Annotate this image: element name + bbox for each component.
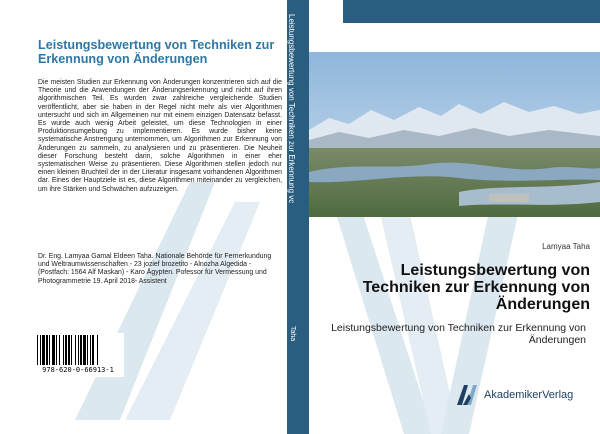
av-logo-icon bbox=[457, 385, 481, 405]
publisher-name bbox=[484, 389, 573, 401]
front-cover bbox=[309, 0, 600, 434]
barcode-bar bbox=[97, 335, 98, 365]
barcode-bar bbox=[83, 335, 86, 365]
barcode-bar bbox=[65, 335, 67, 365]
isbn-number: 978-620-0-66913-1 bbox=[42, 366, 114, 374]
publisher-name-part2: Verlag bbox=[542, 389, 574, 401]
publisher-logo bbox=[457, 383, 597, 407]
barcode-bar bbox=[37, 335, 38, 365]
barcode-bar bbox=[68, 335, 70, 365]
back-cover bbox=[30, 12, 285, 420]
barcode-bar bbox=[42, 335, 45, 365]
front-cover-title: Leistungsbewertung von Techniken zur Erkennung von Änderungen bbox=[362, 262, 590, 313]
landscape-photo bbox=[309, 52, 600, 217]
front-cover-top-bar bbox=[343, 0, 600, 23]
spine-title: Leistungsbewertung von Techniken zur Erkennung vc bbox=[287, 14, 296, 204]
author-bio: Dr. Eng. Lamyaa Gamal Eldeen Taha. Nationale Behörde für Fernerkundung und Weltraumwissenschaften - 23 jozief brozetito - Alnozha Algedida - (Postfach: 1564 Alf Maskan) - Karo Ägypten. Pofessor für Vermessung und Photogrammetrie 19. April 2018- Assistent bbox=[38, 253, 272, 285]
barcode-bar bbox=[80, 335, 82, 365]
barcode-bar bbox=[49, 335, 50, 365]
front-cover-subtitle: Leistungsbewertung von Techniken zur Erkennung von Änderungen bbox=[331, 322, 586, 346]
barcode-icon bbox=[36, 335, 120, 365]
barcode-bar bbox=[56, 335, 57, 365]
barcode-bar bbox=[59, 335, 60, 365]
barcode-bar bbox=[78, 335, 79, 365]
barcode-bar bbox=[40, 335, 41, 365]
barcode-bar bbox=[87, 335, 88, 365]
back-cover-title: Leistungsbewertung von Techniken zur Erkennung von Änderungen bbox=[38, 38, 275, 66]
barcode-bar bbox=[90, 335, 91, 365]
barcode-bar bbox=[46, 335, 48, 365]
barcode-bar bbox=[92, 335, 94, 365]
barcode-bar bbox=[75, 335, 76, 365]
publisher-name-part1: Akademiker bbox=[484, 389, 543, 401]
barcode-bar bbox=[71, 335, 72, 365]
back-cover-blurb: Die meisten Studien zur Erkennung von Änderungen konzentrieren sich auf die Theorie und die Anwendungen der Änderungserkennung und nicht auf ihren algorithmischen Teil. Es wurden zwar zahlreiche vergleichende Studien veröffentlicht, aber sie haben in der Regel nicht mehr als vier Algorithmen untersucht und sich im Allgemeinen nur mit einem einzigen Datensatz befasst. Es wurde auch wenig Arbeit geleistet, um diese Technologien in einer Produktionsumgebung zu implementieren. Es wurde bisher keine systematische Anstrengung unternommen, um Algorithmen zur Erkennung von Änderungen zu sammeln, zu analysieren und zu präsentieren. Die Neuheit dieser Forschung besteht darin, solche Algorithmen in einer eher systematischen Weise zu präsentieren. Diese Algorithmen stellen jedoch nur einen kleinen Bruchteil der in der Literatur insgesamt vorhandenen Algorithmen dar. Eines der Hauptziele ist es, diese Algorithmen miteinander zu vergleichen, um ihre Stärken und Schwächen aufzuzeigen. bbox=[38, 79, 282, 193]
barcode-area bbox=[32, 333, 124, 377]
barcode-bar bbox=[52, 335, 55, 365]
spine-author: Taha bbox=[289, 326, 296, 342]
barcode-bar bbox=[63, 335, 64, 365]
front-cover-author: Lamyaa Taha bbox=[542, 242, 590, 251]
